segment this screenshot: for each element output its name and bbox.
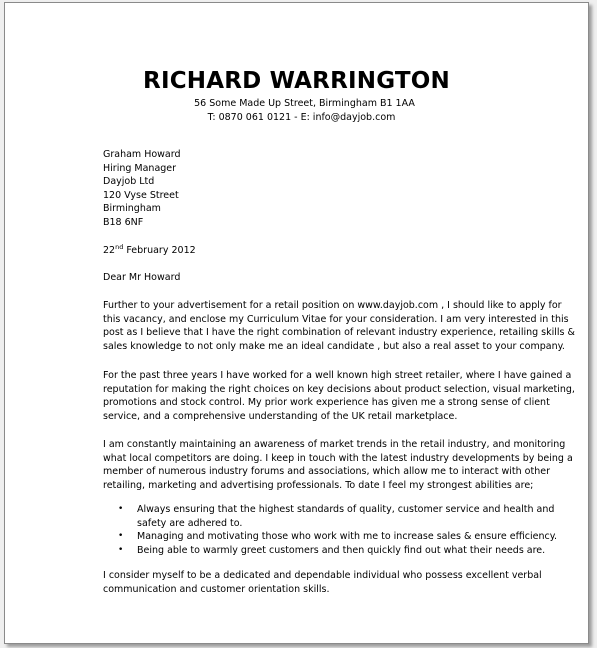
paragraph-line: promotions and stock control. My prior work experience has given me a strong sense of client bbox=[103, 397, 550, 409]
paragraph-awareness bbox=[103, 438, 573, 492]
paragraph-line: I am constantly maintaining an awareness of market trends in the retail industry, and monitoring bbox=[103, 439, 566, 450]
recipient-line: Hiring Manager bbox=[103, 162, 177, 174]
paragraph-line: post as I believe that I have the right combination of relevant industry experience, retailing skills & bbox=[103, 327, 575, 339]
list-item bbox=[118, 544, 557, 558]
paragraph-line: Further to your advertisement for a retail position on www.dayjob.com , I should like to apply for bbox=[103, 300, 562, 311]
applicant-address: 56 Some Made Up Street, Birmingham B1 1AA bbox=[194, 98, 415, 109]
letter-date bbox=[103, 244, 196, 258]
date-suffix: nd bbox=[115, 243, 124, 251]
paragraph-line: retailing, marketing and advertising professionals. To date I feel my strongest abilities are; bbox=[103, 479, 534, 491]
abilities-list bbox=[118, 503, 557, 557]
date-rest: February 2012 bbox=[123, 245, 196, 256]
paragraph-line: reputation for making the right choices on key decisions about product selection, visual marketing, bbox=[103, 383, 575, 395]
paragraph-closing bbox=[103, 569, 542, 596]
recipient-line: Graham Howard bbox=[103, 149, 181, 160]
list-item bbox=[118, 530, 557, 544]
paragraph-line: member of numerous industry forums and associations, which allow me to interact with other bbox=[103, 466, 550, 478]
recipient-address bbox=[103, 148, 181, 230]
bullet-icon: • bbox=[118, 531, 124, 542]
list-item-line: Being able to warmly greet customers and then quickly find out what their needs are. bbox=[137, 544, 546, 556]
recipient-line: 120 Vyse Street bbox=[103, 189, 179, 201]
document-page bbox=[4, 2, 589, 644]
recipient-line: Dayjob Ltd bbox=[103, 176, 155, 188]
paragraph-intro bbox=[103, 299, 575, 353]
applicant-contact: T: 0870 061 0121 - E: info@dayjob.com bbox=[207, 112, 396, 123]
paragraph-line: I consider myself to be a dedicated and dependable individual who possess excellent verbal bbox=[103, 570, 542, 581]
list-item-line: safety are adhered to. bbox=[137, 517, 243, 529]
list-item bbox=[118, 503, 557, 530]
paragraph-experience bbox=[103, 369, 575, 423]
paragraph-line: what local competitors are doing. I keep in touch with the latest industry developments by being a bbox=[103, 452, 573, 464]
salutation: Dear Mr Howard bbox=[103, 272, 181, 283]
paragraph-line: For the past three years I have worked for a well known high street retailer, where I have gained a bbox=[103, 370, 572, 381]
date-day: 22 bbox=[103, 245, 116, 256]
list-item-line: Managing and motivating those who work with me to increase sales & ensure efficiency. bbox=[137, 531, 558, 543]
paragraph-line: this vacancy, and enclose my Curriculum Vitae for your consideration. I am very interested in this bbox=[103, 313, 569, 325]
recipient-line: B18 6NF bbox=[103, 216, 144, 228]
bullet-icon: • bbox=[118, 544, 124, 555]
recipient-line: Birmingham bbox=[103, 203, 161, 215]
list-item-line: Always ensuring that the highest standards of quality, customer service and health and bbox=[137, 504, 555, 515]
paragraph-line: communication and customer orientation skills. bbox=[103, 583, 330, 595]
paragraph-line: sales knowledge to not only make me an ideal candidate , but also a real asset to your company. bbox=[103, 340, 565, 352]
applicant-name: RICHARD WARRINGTON bbox=[143, 68, 450, 94]
bullet-icon: • bbox=[118, 504, 124, 514]
paragraph-line: service, and a comprehensive understanding of the UK retail marketplace. bbox=[103, 410, 458, 422]
